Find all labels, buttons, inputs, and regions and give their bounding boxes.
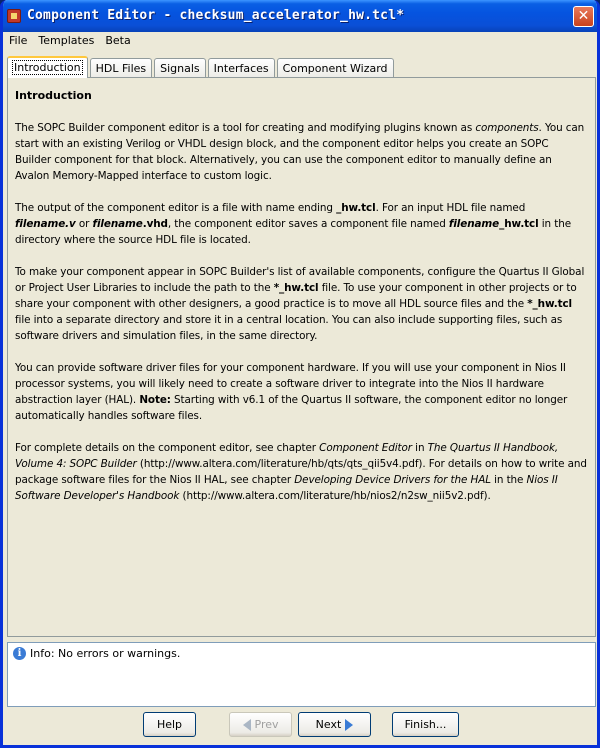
- button-label: Next: [315, 718, 342, 731]
- content-heading: Introduction: [15, 89, 92, 102]
- text: in: [411, 442, 428, 454]
- prev-button[interactable]: [229, 712, 292, 737]
- intro-paragraph-3: [15, 264, 587, 344]
- close-icon: ✕: [577, 8, 590, 24]
- tab-signals[interactable]: [154, 58, 206, 78]
- emphasis: Component Editor: [319, 442, 412, 454]
- strong: Note:: [139, 394, 171, 406]
- text: in the: [490, 474, 527, 486]
- text: The output of the component editor is a file with name ending: [15, 202, 337, 214]
- tab-interfaces[interactable]: [208, 58, 275, 78]
- strong: *_hw.tcl: [527, 298, 573, 310]
- tab-introduction[interactable]: [7, 56, 88, 78]
- finish-button[interactable]: [392, 712, 459, 737]
- intro-paragraph-4: [15, 360, 587, 424]
- text: or: [75, 218, 93, 230]
- tab-label: Signals: [160, 62, 200, 75]
- status-message: Info: No errors or warnings.: [30, 647, 181, 660]
- text: You can provide software driver files for your component hardware. If you will use your component in Nios II processor systems, you will likely need to create a software driver to integrate into the Nios II hardware abstraction layer (HAL).: [15, 362, 566, 406]
- strong-emphasis: filename.v: [15, 218, 76, 230]
- text: . You can start with an existing Verilog or VHDL design block, and the component editor helps you create an SOPC Builder component for that block. Alternatively, you can use the component editor to manually define an Avalon Memory-Mapped interface to custom logic.: [15, 122, 585, 182]
- text: Starting with v6.1 of the Quartus II software, the component editor no longer automatically handles software files.: [15, 394, 568, 422]
- strong: .vhd: [142, 218, 168, 230]
- message-area[interactable]: [7, 642, 596, 707]
- text: The SOPC Builder component editor is a tool for creating and modifying plugins known as: [15, 122, 476, 134]
- strong: *_hw.tcl: [273, 282, 319, 294]
- emphasis: components: [475, 122, 539, 134]
- strong-emphasis: filename: [448, 218, 500, 230]
- emphasis: Nios II Software Developer's Handbook: [15, 474, 558, 502]
- text: file. To use your component in other projects or to share your component with other designers, a good practice is to move all HDL source files and the: [15, 282, 577, 310]
- tab-component-wizard[interactable]: [277, 58, 394, 78]
- status-row: [13, 647, 590, 660]
- menu-beta[interactable]: Beta: [105, 34, 131, 47]
- button-label: Help: [156, 718, 183, 731]
- menu-file[interactable]: File: [9, 34, 28, 47]
- arrow-right-icon: [345, 719, 353, 731]
- text: (http://www.altera.com/literature/hb/qts/qts_qii5v4.pdf). For details on how to write and package software files for the Nios II HAL, see chapter: [15, 458, 587, 486]
- strong-emphasis: filename: [92, 218, 143, 230]
- tab-label: Introduction: [14, 61, 81, 74]
- text: For complete details on the component editor, see chapter: [15, 442, 320, 454]
- window-title: Component Editor - checksum_accelerator_hw.tcl*: [27, 8, 405, 23]
- button-label: Prev: [254, 718, 279, 731]
- help-button[interactable]: [143, 712, 196, 737]
- text: , the component editor saves a component file named: [167, 218, 449, 230]
- button-label: Finish...: [404, 718, 447, 731]
- emphasis: The Quartus II Handbook, Volume 4: SOPC Builder: [15, 442, 559, 470]
- menu-bar: [3, 32, 597, 50]
- tab-label: Interfaces: [213, 62, 269, 75]
- intro-paragraph-1: [15, 120, 587, 184]
- tab-label: Component Wizard: [282, 62, 388, 75]
- text: To make your component appear in SOPC Builder's list of available components, configure the Quartus II Global or Project User Libraries to include the path to the: [15, 266, 585, 294]
- strong: _hw.tcl: [336, 202, 376, 214]
- title-bar[interactable]: [0, 0, 600, 32]
- next-button[interactable]: [298, 712, 371, 737]
- menu-templates[interactable]: Templates: [38, 34, 95, 47]
- close-button[interactable]: [573, 6, 594, 27]
- strong: _hw.tcl: [499, 218, 539, 230]
- intro-paragraph-2: [15, 200, 587, 248]
- info-icon: i: [13, 647, 26, 660]
- app-icon: [7, 9, 21, 23]
- arrow-left-icon: [243, 719, 251, 731]
- introduction-panel: [7, 77, 596, 637]
- text: file into a separate directory and store it in a central location. You can also include supporting files, such as software drivers and simulation files, in the same directory.: [15, 314, 563, 342]
- text: (http://www.altera.com/literature/hb/nios2/n2sw_nii5v2.pdf).: [179, 490, 491, 502]
- emphasis: Developing Device Drivers for the HAL: [294, 474, 491, 486]
- tab-label: HDL Files: [95, 62, 147, 75]
- text: . For an input HDL file named: [375, 202, 526, 214]
- tab-hdl-files[interactable]: [90, 58, 153, 78]
- text: in the directory where the source HDL file is located.: [15, 218, 571, 246]
- tab-strip: [7, 56, 396, 78]
- intro-paragraph-5: [15, 440, 587, 504]
- button-bar: [3, 712, 597, 738]
